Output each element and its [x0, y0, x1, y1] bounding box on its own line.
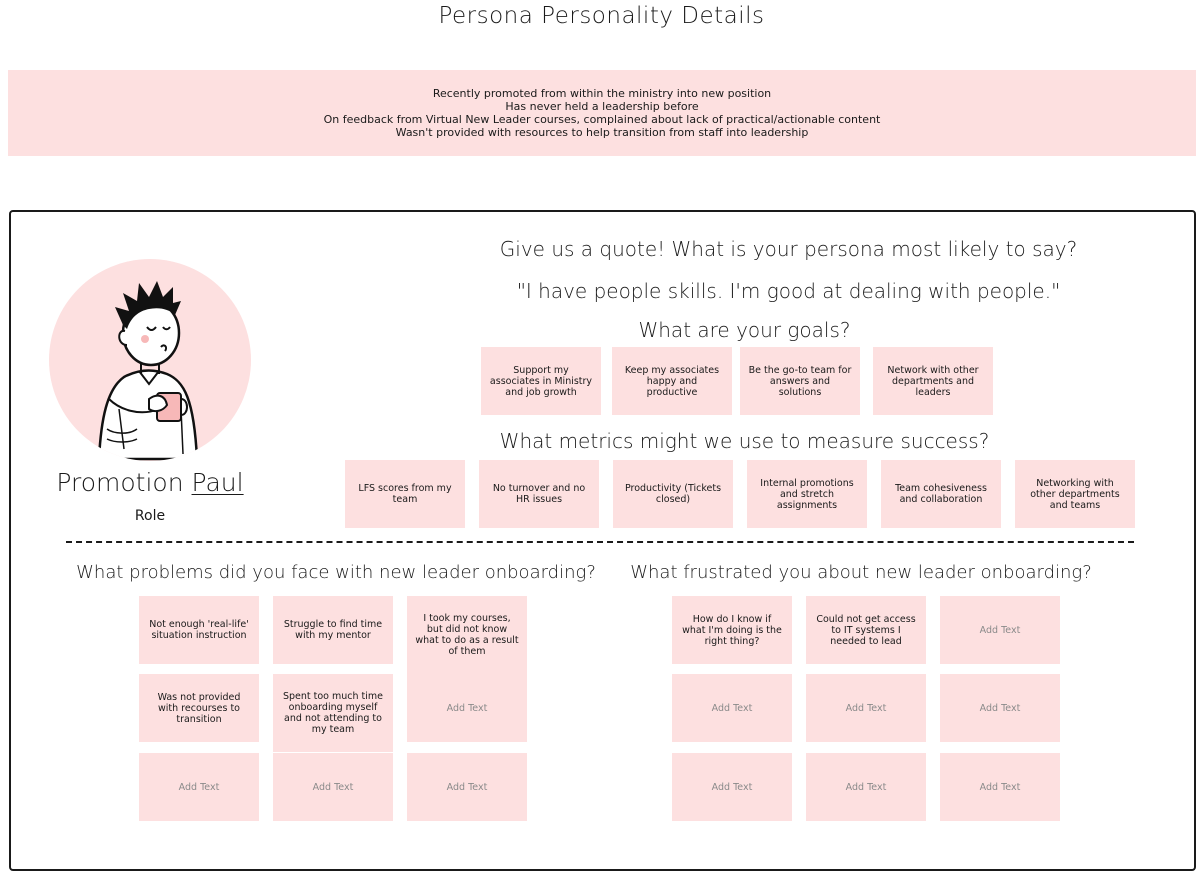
persona-avatar[interactable] [49, 259, 251, 461]
problem-sticky-note[interactable]: Struggle to find time with my mentor [273, 596, 393, 664]
goal-sticky-note[interactable]: Keep my associates happy and productive [612, 347, 732, 415]
frustrations-heading: What frustrated you about new leader onboarding? [630, 562, 1092, 583]
page-title: Persona Personality Details [438, 3, 765, 29]
metric-sticky-note[interactable]: No turnover and no HR issues [479, 460, 599, 528]
goal-sticky-note[interactable]: Network with other departments and leaders [873, 347, 993, 415]
persona-last-name: Paul [191, 468, 244, 497]
persona-name[interactable] [11, 468, 289, 497]
persona-card [9, 210, 1196, 871]
summary-line: Has never held a leadership before [505, 100, 699, 113]
summary-line: On feedback from Virtual New Leader courses, complained about lack of practical/actionable content [323, 113, 881, 126]
problem-sticky-note[interactable]: Not enough 'real-life' situation instruction [139, 596, 259, 664]
frustration-sticky-note-placeholder[interactable]: Add Text [672, 753, 792, 821]
problems-heading: What problems did you face with new leader onboarding? [76, 562, 596, 583]
persona-summary-box[interactable] [8, 70, 1196, 156]
frustration-sticky-note-placeholder[interactable]: Add Text [806, 753, 926, 821]
goal-sticky-note[interactable]: Support my associates in Ministry and job growth [481, 347, 601, 415]
goals-heading: What are your goals? [638, 318, 851, 342]
metric-sticky-note[interactable]: Networking with other departments and teams [1015, 460, 1135, 528]
problem-sticky-note-placeholder[interactable]: Add Text [407, 674, 527, 742]
persona-first-name: Promotion [56, 468, 184, 497]
frustration-sticky-note[interactable]: Could not get access to IT systems I needed to lead [806, 596, 926, 664]
frustration-sticky-note-placeholder[interactable]: Add Text [672, 674, 792, 742]
frustration-sticky-note-placeholder[interactable]: Add Text [940, 674, 1060, 742]
man-holding-mug-illustration-icon [49, 259, 251, 461]
frustration-sticky-note-placeholder[interactable]: Add Text [940, 596, 1060, 664]
metric-sticky-note[interactable]: Team cohesiveness and collaboration [881, 460, 1001, 528]
problem-sticky-note-placeholder[interactable]: Add Text [407, 753, 527, 821]
quote-question-heading: Give us a quote! What is your persona most likely to say? [499, 237, 1078, 261]
summary-line: Recently promoted from within the ministry into new position [432, 87, 772, 100]
summary-line: Wasn't provided with resources to help transition from staff into leadership [395, 126, 809, 139]
goal-sticky-note[interactable]: Be the go-to team for answers and solutions [740, 347, 860, 415]
problem-sticky-note[interactable]: Was not provided with recourses to transition [139, 674, 259, 742]
persona-role[interactable]: Role [134, 508, 166, 524]
persona-quote[interactable]: "I have people skills. I'm good at dealing with people." [516, 279, 1061, 303]
problem-sticky-note-placeholder[interactable]: Add Text [273, 753, 393, 821]
metric-sticky-note[interactable]: Internal promotions and stretch assignments [747, 460, 867, 528]
section-divider [66, 541, 1134, 543]
problem-sticky-note[interactable]: I took my courses, but did not know what to do as a result of them [407, 596, 527, 674]
metric-sticky-note[interactable]: Productivity (Tickets closed) [613, 460, 733, 528]
metrics-heading: What metrics might we use to measure success? [499, 429, 990, 453]
frustration-sticky-note-placeholder[interactable]: Add Text [940, 753, 1060, 821]
problem-sticky-note-placeholder[interactable]: Add Text [139, 753, 259, 821]
metric-sticky-note[interactable]: LFS scores from my team [345, 460, 465, 528]
problem-sticky-note[interactable]: Spent too much time onboarding myself and not attending to my team [273, 674, 393, 752]
frustration-sticky-note[interactable]: How do I know if what I'm doing is the right thing? [672, 596, 792, 664]
frustration-sticky-note-placeholder[interactable]: Add Text [806, 674, 926, 742]
